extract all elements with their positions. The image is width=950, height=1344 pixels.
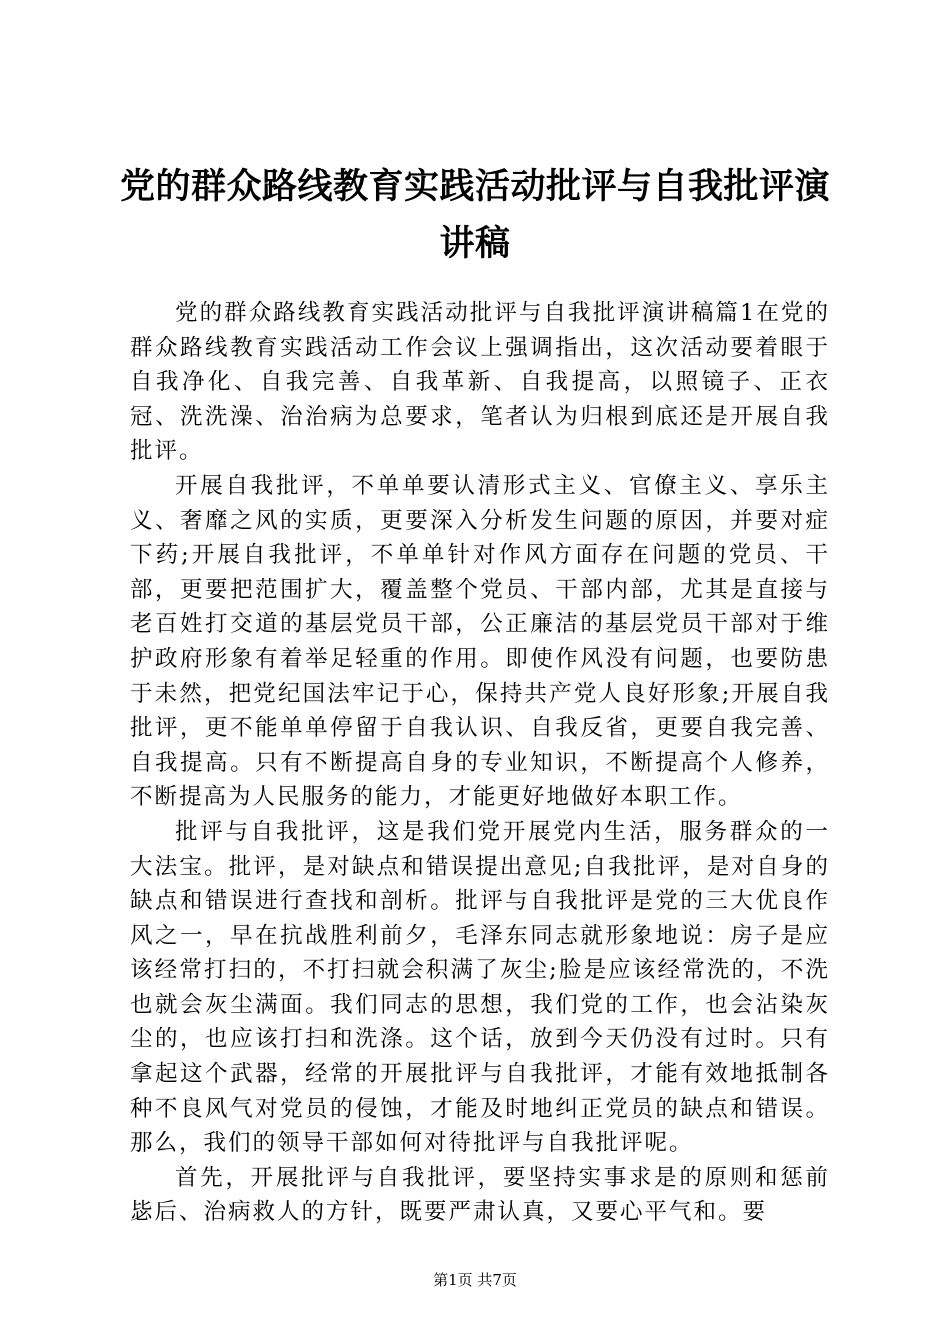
paragraph-1: 党的群众路线教育实践活动批评与自我批评演讲稿篇1在党的群众路线教育实践活动工作会议上强调指出，这次活动要着眼于自我净化、自我完善、自我革新、自我提高，以照镜子、正衣冠、洗洗澡、治治病为总要求，笔者认为归根到底还是开展自我批评。 xyxy=(130,300,830,465)
document-title: 党的群众路线教育实践活动批评与自我批评演讲稿 xyxy=(119,166,830,264)
page-footer: 第1页 共7页 xyxy=(433,1271,517,1289)
paragraph-4: 首先，开展批评与自我批评，要坚持实事求是的原则和惩前毖后、治病救人的方针，既要严肃认真，又要心平气和。要 xyxy=(130,1164,830,1226)
paragraph-2: 开展自我批评，不单单要认清形式主义、官僚主义、享乐主义、奢靡之风的实质，更要深入分析发生问题的原因，并要对症下药;开展自我批评，不单单针对作风方面存在问题的党员、干部，更要把范围扩大，覆盖整个党员、干部内部，尤其是直接与老百姓打交道的基层党员干部，公正廉洁的基层党员干部对于维护政府形象有着举足轻重的作用。即使作风没有问题，也要防患于未然，把党纪国法牢记于心，保持共产党人良好形象;开展自我批评，更不能单单停留于自我认识、自我反省，更要自我完善、自我提高。只有不断提高自身的专业知识，不断提高个人修养，不断提高为人民服务的能力，才能更好地做好本职工作。 xyxy=(130,472,830,811)
paragraph-3: 批评与自我批评，这是我们党开展党内生活，服务群众的一大法宝。批评，是对缺点和错误提出意见;自我批评，是对自身的缺点和错误进行查找和剖析。批评与自我批评是党的三大优良作风之一，早在抗战胜利前夕，毛泽东同志就形象地说：房子是应该经常打扫的，不打扫就会积满了灰尘;脸是应该经常洗的，不洗也就会灰尘满面。我们同志的思想，我们党的工作，也会沾染灰尘的，也应该打扫和洗涤。这个话，放到今天仍没有过时。只有拿起这个武器，经常的开展批评与自我批评，才能有效地抵制各种不良风气对党员的侵蚀，才能及时地纠正党员的缺点和错误。那么，我们的领导干部如何对待批评与自我批评呢。 xyxy=(130,818,830,1157)
document-body xyxy=(130,296,830,1230)
